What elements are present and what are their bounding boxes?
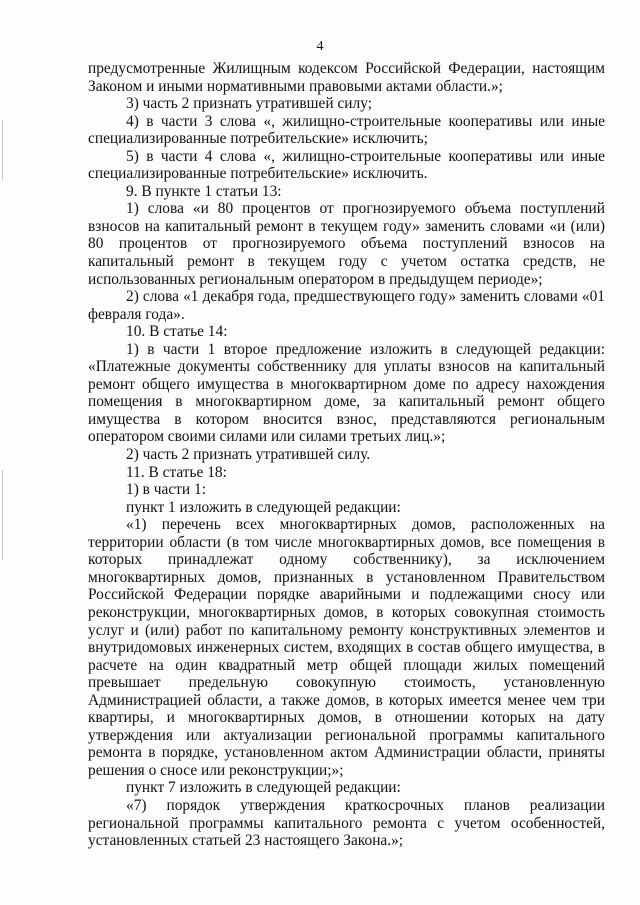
paragraph: 4) в части 3 слова «, жилищно-строительные кооперативы или иные специализированные потребительские» исключить;: [88, 112, 605, 148]
paragraph: пункт 1 изложить в следующей редакции:: [126, 498, 401, 516]
document-body: [88, 60, 605, 850]
paragraph: 10. В статье 14:: [126, 323, 228, 341]
scan-edge-mark: [2, 470, 3, 560]
page-number: 4: [316, 39, 324, 54]
paragraph: 1) в части 1:: [126, 481, 206, 499]
paragraph: 2) слова «1 декабря года, предшествующего году» заменить словами «01 февраля года».: [88, 288, 605, 323]
paragraph: предусмотренные Жилищным кодексом Российской Федерации, настоящим Законом и иными нормативными правовыми актами области.»;: [88, 60, 605, 95]
paragraph: пункт 7 изложить в следующей редакции:: [126, 779, 401, 797]
paragraph: 2) часть 2 признать утратившей силу.: [126, 446, 371, 464]
paragraph: «1) перечень всех многоквартирных домов, расположенных на территории области (в том числе многоквартирных домов, все помещения в которых принадлежат одному собственнику), за исключением многоквартирных домов, признанных в установленном Правительством Российской Федерации порядке аварийными и подлежащими сносу или реконструкции, многоквартирных домов, в которых совокупная стоимость услуг и (или) работ по капитальному ремонту конструктивных элементов и внутридомовых инженерных систем, входящих в состав общего имущества, в расчете на один квадратный метр общей площади жилых помещений превышает предельную совокупную стоимость, установленную Администрацией области, а также домов, в которых имеется менее чем три квартиры, и многоквартирных домов, в отношении которых на дату утверждения или актуализации региональной программы капитального ремонта в порядке, установленном актом Администрации области, приняты решения о сносе или реконструкции;»;: [88, 516, 605, 779]
scan-edge-mark: [2, 120, 3, 180]
paragraph: 5) в части 4 слова «, жилищно-строительные кооперативы или иные специализированные потребительские» исключить.: [88, 147, 605, 183]
paragraph: 1) слова «и 80 процентов от прогнозируемого объема поступлений взносов на капитальный ремонт в текущем году» заменить словами «и (или) 80 процентов от прогнозируемого объема поступлений взносов на капитальный ремонт в текущем году с учетом остатка средств, не использованных региональным оператором в предыдущем периоде»;: [88, 200, 605, 288]
paragraph: 3) часть 2 признать утратившей силу;: [126, 95, 372, 113]
paragraph: 1) в части 1 второе предложение изложить в следующей редакции: «Платежные документы собственнику для уплаты взносов на капитальный ремонт общего имущества в многоквартирном доме по адресу нахождения помещения в многоквартирном доме, за капитальный ремонт общего имущества в котором вносится взнос, представляются региональным оператором своими силами или силами третьих лиц.»;: [88, 340, 605, 446]
paragraph: 11. В статье 18:: [126, 463, 227, 481]
paragraph: «7) порядок утверждения краткосрочных планов реализации региональной программы капитального ремонта с учетом особенностей, установленных статьей 23 настоящего Закона.»;: [88, 796, 605, 850]
paragraph: 9. В пункте 1 статьи 13:: [126, 182, 282, 200]
